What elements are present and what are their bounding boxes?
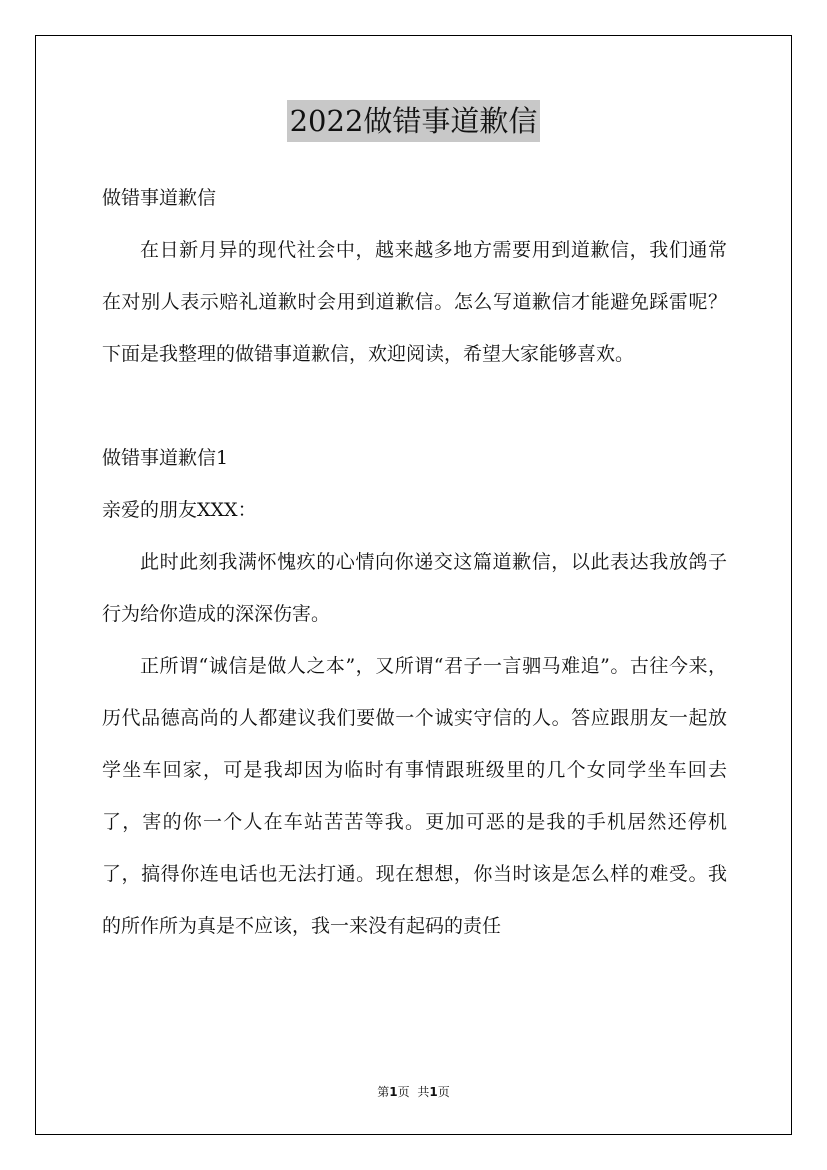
salutation: 亲爱的朋友XXX：	[102, 499, 257, 521]
page-number: 1	[389, 1085, 398, 1099]
intro-paragraph: 在日新月异的现代社会中，越来越多地方需要用到道歉信，我们通常在对别人表示赔礼道歉时会用到道歉信。怎么写道歉信才能避免踩雷呢？下面是我整理的做错事道歉信，欢迎阅读，希望大家能够喜欢。	[102, 239, 727, 365]
document-body	[102, 172, 727, 952]
blank-line	[102, 380, 727, 432]
page-prefix: 第	[377, 1085, 390, 1099]
total-prefix: 共	[417, 1085, 430, 1099]
page-suffix: 页	[397, 1085, 410, 1099]
document-title: 2022做错事道歉信	[287, 100, 541, 142]
document-title-wrapper	[0, 100, 827, 142]
body-paragraph-2: 正所谓“诚信是做人之本”，又所谓“君子一言驷马难追”。古往今来，历代品德高尚的人都建议我们要做一个诚实守信的人。答应跟朋友一起放学坐车回家，可是我却因为临时有事情跟班级里的几个女同学坐车回去了，害的你一个人在车站苦苦等我。更加可恶的是我的手机居然还停机了，搞得你连电话也无法打通。现在想想，你当时该是怎么样的难受。我的所作所为真是不应该，我一来没有起码的责任	[102, 655, 727, 937]
body-paragraph-1: 此时此刻我满怀愧疚的心情向你递交这篇道歉信，以此表达我放鸽子行为给你造成的深深伤害。	[102, 551, 727, 625]
page-footer	[0, 1083, 827, 1101]
total-pages: 1	[429, 1085, 438, 1099]
document-subtitle: 做错事道歉信	[102, 187, 217, 209]
total-suffix: 页	[437, 1085, 450, 1099]
section-heading: 做错事道歉信1	[102, 447, 229, 469]
